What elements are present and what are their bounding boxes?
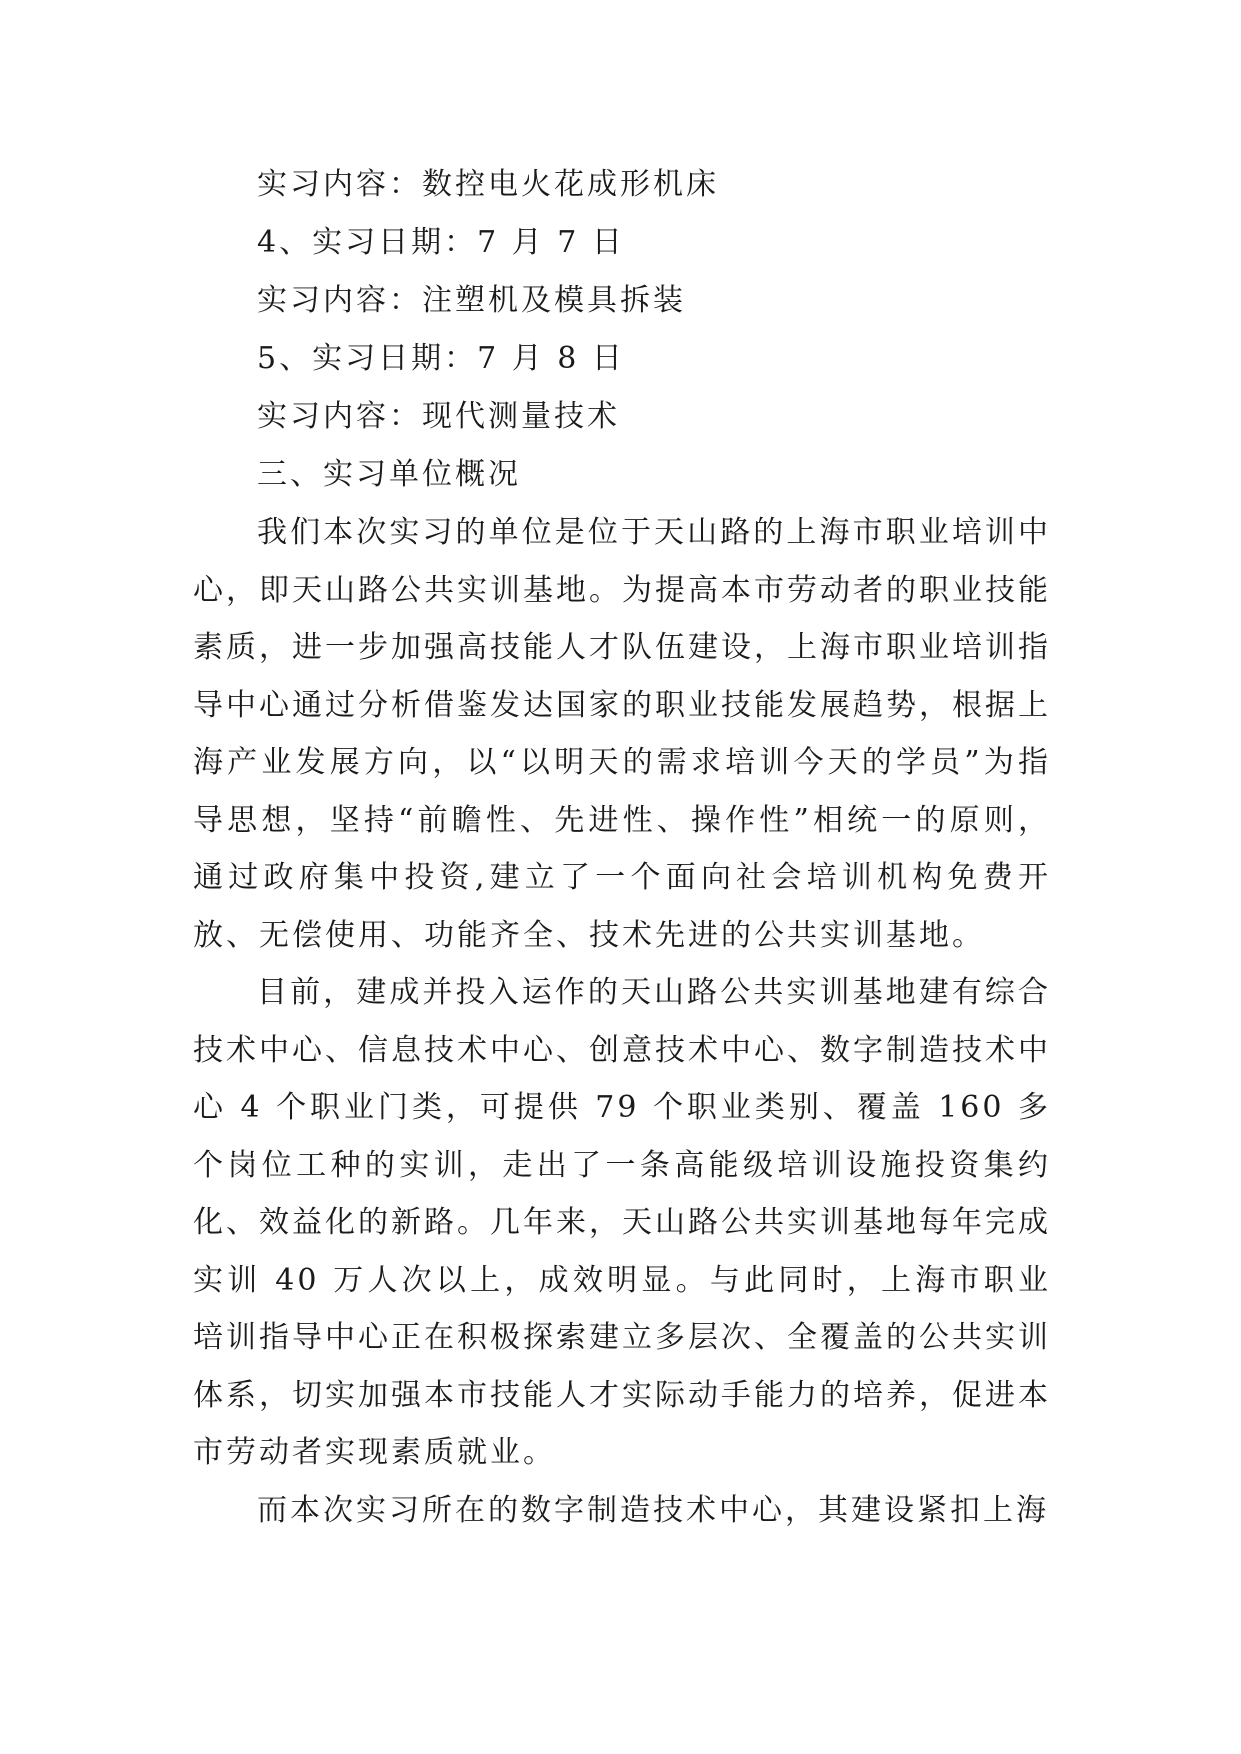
body-paragraph: 目前，建成并投入运作的天山路公共实训基地建有综合技术中心、信息技术中心、创意技术中心、数字制造技术中心 4 个职业门类，可提供 79 个职业类别、覆盖 160 多个岗位工种的实训，走出了一条高能级培训设施投资集约化、效益化的新路。几年来，天山路公共实训基地每年完成实训 40 万人次以上，成效明显。与此同时，上海市职业培训指导中心正在积极探索建立多层次、全覆盖的公共实训体系，切实加强本市技能人才实际动手能力的培养，促进本市劳动者实现素质就业。 <box>193 975 1051 1470</box>
practice-content-line: 实习内容：现代测量技术 <box>257 399 620 434</box>
body-paragraph: 我们本次实习的单位是位于天山路的上海市职业培训中心，即天山路公共实训基地。为提高本市劳动者的职业技能素质，进一步加强高技能人才队伍建设，上海市职业培训指导中心通过分析借鉴发达国家的职业技能发展趋势，根据上海产业发展方向，以“以明天的需求培训今天的学员”为指导思想，坚持“前瞻性、先进性、操作性”相统一的原则，通过政府集中投资,建立了一个面向社会培训机构免费开放、无偿使用、功能齐全、技术先进的公共实训基地。 <box>193 515 1051 953</box>
body-paragraph: 而本次实习所在的数字制造技术中心，其建设紧扣上海 <box>257 1492 1049 1528</box>
practice-content-line: 实习内容：数控电火花成形机床 <box>257 167 719 202</box>
section-heading: 三、实习单位概况 <box>257 457 521 492</box>
practice-date-line: 4、实习日期：7 月 7 日 <box>257 225 625 260</box>
practice-date-line: 5、实习日期：7 月 8 日 <box>257 341 625 376</box>
document-body <box>193 156 1051 1539</box>
practice-content-line: 实习内容：注塑机及模具拆装 <box>257 283 686 318</box>
